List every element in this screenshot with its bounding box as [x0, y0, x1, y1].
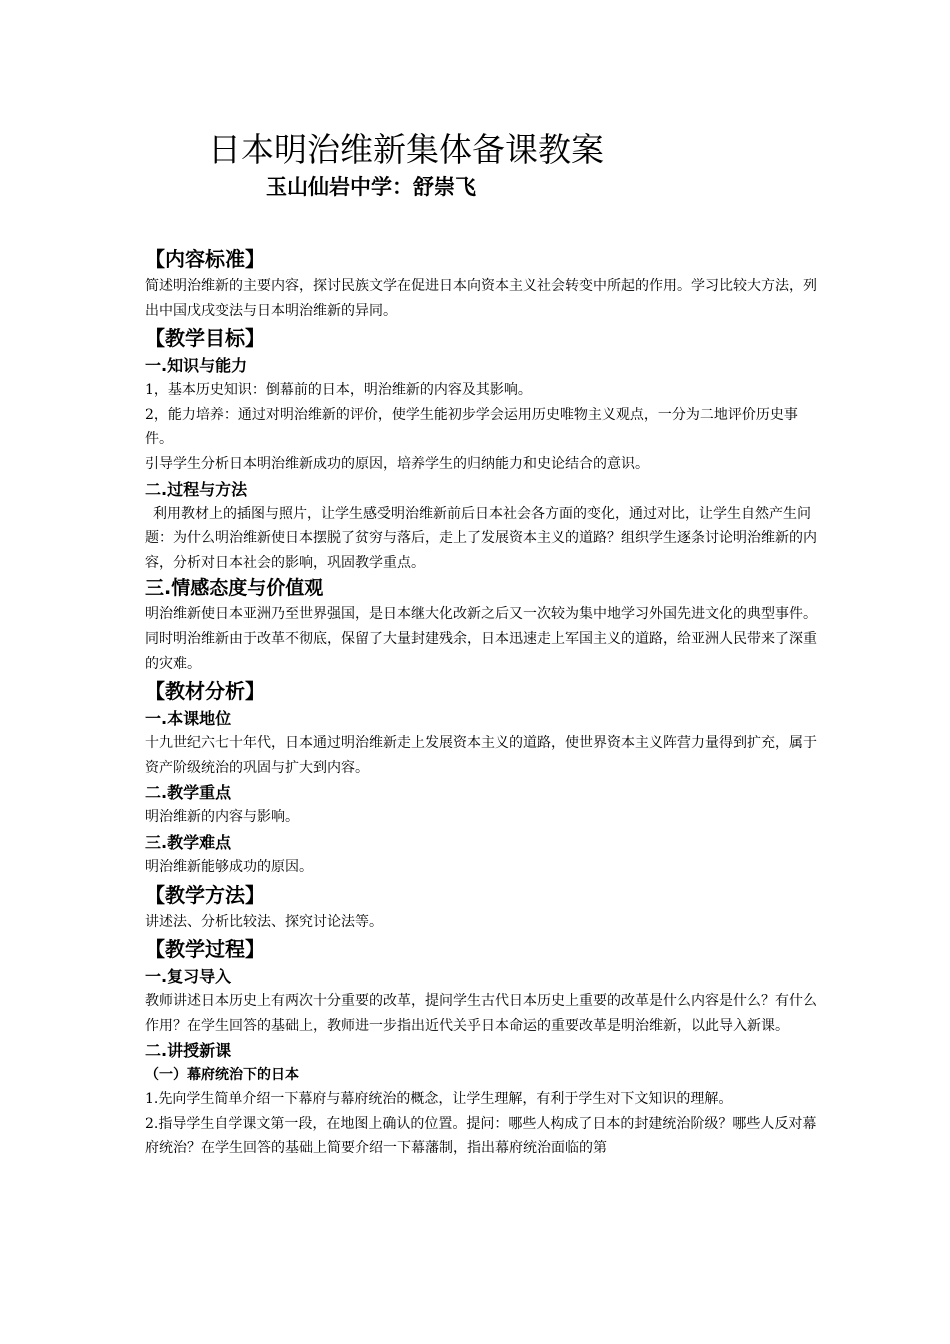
subheading-position: 一.本课地位	[145, 709, 232, 729]
subheading-emotion: 三.情感态度与价值观	[145, 577, 324, 600]
subheading-shogunate: （一）幕府统治下的日本	[145, 1067, 299, 1084]
section-heading-procedure: 【教学过程】	[145, 937, 265, 962]
section-heading-methods: 【教学方法】	[145, 882, 265, 907]
subheading-new-lesson: 二.讲授新课	[145, 1041, 232, 1061]
subheading-knowledge: 一.知识与能力	[145, 356, 248, 376]
section-heading-content-standard: 【内容标准】	[145, 247, 265, 271]
document-body	[145, 244, 825, 1161]
subheading-key-points: 二.教学重点	[145, 783, 232, 803]
key-points-text: 明治维新的内容与影响。	[145, 809, 299, 826]
document-title: 日本明治维新集体备课教案	[208, 130, 604, 169]
subheading-difficulty: 三.教学难点	[145, 832, 232, 852]
knowledge-item-1: 1，基本历史知识：倒幕前的日本，明治维新的内容及其影响。	[145, 382, 532, 399]
review-text: 教师讲述日本历史上有两次十分重要的改革，提问学生古代日本历史上重要的改革是什么内容是什么？有什么作用？在学生回答的基础上，教师进一步指出近代关乎日本命运的重要改革是明治维新，以此导入新课。	[145, 993, 817, 1034]
knowledge-item-2: 2，能力培养：通过对明治维新的评价，使学生能初步学会运用历史唯物主义观点，一分为二地评价历史事件。	[145, 406, 798, 448]
knowledge-item-3: 引导学生分析日本明治维新成功的原因，培养学生的归纳能力和史论结合的意识。	[145, 455, 649, 472]
section-heading-goals: 【教学目标】	[145, 326, 265, 351]
position-text: 十九世纪六七十年代，日本通过明治维新走上发展资本主义的道路，使世界资本主义阵营力量得到扩充，属于资产阶级统治的巩固与扩大到内容。	[145, 735, 817, 776]
emotion-paragraph-1: 明治维新使日本亚洲乃至世界强国，是日本继大化改新之后又一次较为集中地学习外国先进文化的典型事件。	[145, 606, 817, 623]
procedure-step-2: 2.指导学生自学课文第一段，在地图上确认的位置。提问：哪些人构成了日本的封建统治阶级？哪些人反对幕府统治？在学生回答的基础上简要介绍一下幕藩制，指出幕府统治面临的第	[145, 1115, 817, 1157]
methods-text: 讲述法、分析比较法、探究讨论法等。	[145, 913, 383, 930]
emotion-paragraph-2: 同时明治维新由于改革不彻底，保留了大量封建残余，日本迅速走上军国主义的道路，给亚洲人民带来了深重的灾难。	[145, 630, 817, 672]
procedure-step-1: 1.先向学生简单介绍一下幕府与幕府统治的概念，让学生理解，有利于学生对下文知识的理解。	[145, 1091, 733, 1108]
subheading-review: 一.复习导入	[145, 967, 232, 987]
process-text: 利用教材上的插图与照片，让学生感受明治维新前后日本社会各方面的变化，通过对比，让学生自然产生问题：为什么明治维新使日本摆脱了贫穷与落后，走上了发展资本主义的道路？组织学生逐条讨论明治维新的内容，分析对日本社会的影响，巩固教学重点。	[145, 505, 817, 571]
content-standard-text: 简述明治维新的主要内容，探讨民族文学在促进日本向资本主义社会转变中所起的作用。学习比较大方法，列出中国戊戌变法与日本明治维新的异同。	[145, 278, 817, 319]
difficulty-text: 明治维新能够成功的原因。	[145, 858, 313, 875]
section-heading-analysis: 【教材分析】	[145, 679, 265, 704]
subheading-process: 二.过程与方法	[145, 479, 248, 499]
document-author: 玉山仙岩中学：舒崇飞	[266, 175, 476, 199]
